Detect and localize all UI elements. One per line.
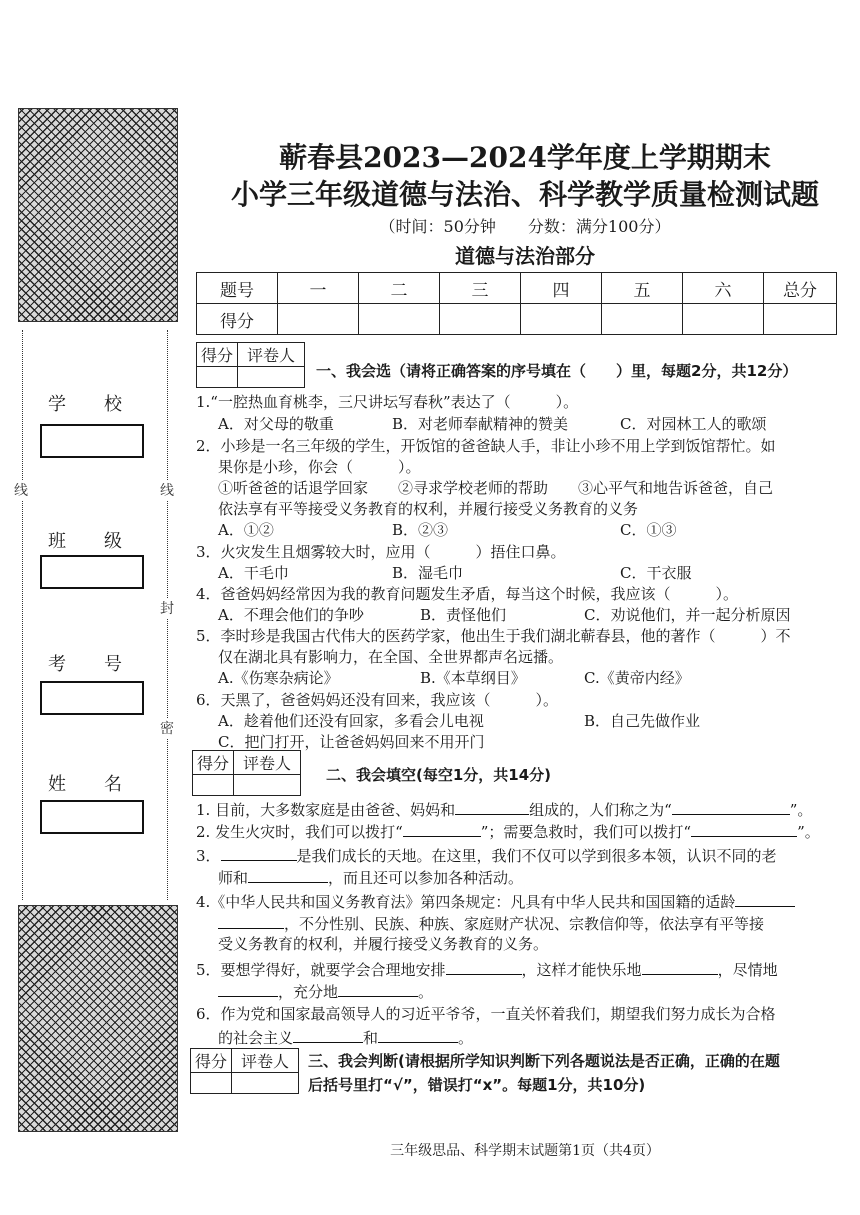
seal-char: 密 (160, 718, 174, 738)
option: C．把门打开，让爸爸妈妈回来不用开门 (218, 733, 485, 751)
grader-score-cell[interactable] (197, 367, 238, 388)
score-cell[interactable] (359, 304, 440, 335)
score-table-header: 四 (521, 273, 602, 304)
question-2-4-cont: ，不分性别、民族、种族、家庭财产状况、宗教信仰等，依法享有平等接 (218, 912, 764, 934)
score-table-header: 三 (440, 273, 521, 304)
decorative-hatch-top (18, 108, 178, 322)
answer-blank[interactable] (338, 980, 418, 997)
grader-score-cell[interactable] (193, 775, 234, 796)
section2-grader-box (192, 750, 301, 796)
answer-blank[interactable] (691, 820, 797, 837)
exam-number-field[interactable] (40, 681, 144, 715)
answer-blank[interactable] (378, 1026, 458, 1043)
option: A．①② (218, 521, 274, 539)
seal-char: 线 (14, 480, 28, 500)
option: C．干衣服 (620, 564, 692, 582)
exam-title-line1: 蕲春县2023—2024学年度上学期期末 (279, 141, 771, 174)
option: C．对园林工人的歌颂 (620, 415, 767, 433)
decorative-hatch-bottom (18, 905, 178, 1132)
question-1-6: 6．天黑了，爸爸妈妈还没有回来，我应该（ ）。 (196, 691, 559, 709)
option: A．干毛巾 (218, 564, 289, 582)
question-2-6: 6．作为党和国家最高领导人的习近平爷爷，一直关怀着我们，期望我们努力成长为合格 (196, 1005, 776, 1023)
score-table-header: 五 (602, 273, 683, 304)
option: B．对老师奉献精神的赞美 (392, 415, 569, 433)
score-cell[interactable] (683, 304, 764, 335)
option: B．湿毛巾 (392, 564, 464, 582)
option: A．对父母的敬重 (218, 415, 334, 433)
answer-blank[interactable] (672, 798, 790, 815)
section3-grader-box (190, 1048, 299, 1094)
part-title: 道德与法治部分 (455, 244, 595, 268)
school-label: 学 校 (48, 394, 132, 415)
question-1-4: 4．爸爸妈妈经常因为我的教育问题发生矛盾，每当这个时候，我应该（ ）。 (196, 585, 739, 603)
score-cell[interactable] (278, 304, 359, 335)
option: C．劝说他们，并一起分析原因 (584, 606, 791, 624)
question-1-5-cont: 仅在湖北具有影响力，在全国、全世界都声名远播。 (218, 648, 564, 666)
section2-heading: 二、我会填空(每空1分，共14分) (326, 766, 552, 784)
answer-blank[interactable] (735, 890, 795, 907)
question-1-2-choices-cont: 依法享有平等接受义务教育的权利，并履行接受义务教育的义务 (218, 500, 639, 518)
option: C.《黄帝内经》 (584, 669, 690, 687)
answer-blank[interactable] (293, 1026, 363, 1043)
grader-score-label: 得分 (193, 751, 234, 775)
option: A．不理会他们的争吵 (218, 606, 364, 624)
question-1-5: 5．李时珍是我国古代伟大的医药学家，他出生于我们湖北蕲春县，他的著作（ ）不 (196, 627, 791, 645)
grader-cell[interactable] (232, 1073, 299, 1094)
score-table-header: 总分 (764, 273, 837, 304)
score-table-header: 题号 (197, 273, 278, 304)
question-2-5: 5．要想学得好，就要学会合理地安排 ，这样才能快乐地 ，尽情地 (196, 958, 778, 980)
name-field[interactable] (40, 800, 144, 834)
answer-blank[interactable] (642, 958, 718, 975)
option: C．①③ (620, 521, 677, 539)
answer-blank[interactable] (221, 844, 297, 861)
score-table (196, 272, 837, 335)
question-2-3-cont: 师和 ，而且还可以参加各种活动。 (218, 866, 523, 888)
question-2-1: 1. 目前，大多数家庭是由爸爸、妈妈和 组成的，人们称之为“ ”。 (196, 798, 812, 820)
score-table-header: 六 (683, 273, 764, 304)
name-label: 姓 名 (48, 774, 132, 795)
seal-char: 线 (160, 480, 174, 500)
question-2-4: 4.《中华人民共和国义务教育法》第四条规定：凡具有中华人民共和国国籍的适龄 (196, 890, 795, 912)
question-2-5-cont: ，充分地 。 (218, 980, 433, 1002)
grader-cell[interactable] (238, 367, 305, 388)
answer-blank[interactable] (446, 958, 522, 975)
question-2-2: 2. 发生火灾时，我们可以拨打“ ”；需要急救时，我们可以拨打“ ”。 (196, 820, 820, 842)
grader-label: 评卷人 (234, 751, 301, 775)
answer-blank[interactable] (248, 866, 328, 883)
section1-grader-box (196, 342, 305, 388)
option: A.《伤寒杂病论》 (218, 669, 339, 687)
school-field[interactable] (40, 424, 144, 458)
grader-cell[interactable] (234, 775, 301, 796)
section3-heading-line2: 后括号里打“√”，错误打“x”。每题1分，共10分) (308, 1076, 646, 1094)
question-1-2: 2．小珍是一名三年级的学生，开饭馆的爸爸缺人手，非让小珍不用上学到饭馆帮忙。如 (196, 437, 776, 455)
question-2-6-cont: 的社会主义 和 。 (218, 1026, 473, 1048)
answer-blank[interactable] (455, 798, 529, 815)
class-label: 班 级 (48, 531, 132, 552)
score-cell[interactable] (440, 304, 521, 335)
option: B．自己先做作业 (584, 712, 701, 730)
grader-score-label: 得分 (197, 343, 238, 367)
exam-subtitle: （时间：50分钟 分数：满分100分） (379, 217, 671, 236)
score-table-header: 二 (359, 273, 440, 304)
grader-score-cell[interactable] (191, 1073, 232, 1094)
binding-line-outer (22, 330, 23, 900)
answer-blank[interactable] (218, 912, 284, 929)
question-1-3: 3．火灾发生且烟雾较大时，应用（ ）捂住口鼻。 (196, 543, 566, 561)
grader-label: 评卷人 (232, 1049, 299, 1073)
option: B．责怪他们 (420, 606, 507, 624)
exam-number-label: 考 号 (48, 654, 132, 675)
exam-title-line2: 小学三年级道德与法治、科学教学质量检测试题 (230, 178, 819, 211)
answer-blank[interactable] (218, 980, 278, 997)
score-cell[interactable] (521, 304, 602, 335)
score-table-header: 一 (278, 273, 359, 304)
option: B．②③ (392, 521, 449, 539)
section3-heading-line1: 三、我会判断(请根据所学知识判断下列各题说法是否正确，正确的在题 (308, 1052, 780, 1070)
question-1-1: 1.“一腔热血育桃李，三尺讲坛写春秋”表达了（ ）。 (196, 393, 579, 411)
question-2-4-cont2: 受义务教育的权利，并履行接受义务教育的义务。 (218, 935, 549, 953)
section1-heading: 一、我会选（请将正确答案的序号填在（ ）里，每题2分，共12分） (316, 362, 798, 380)
option: B.《本草纲目》 (420, 669, 526, 687)
class-field[interactable] (40, 555, 144, 589)
option: A．趁着他们还没有回家，多看会儿电视 (218, 712, 484, 730)
question-1-2-choices: ①听爸爸的话退学回家 ②寻求学校老师的帮助 ③心平气和地告诉爸爸，自己 (218, 479, 774, 497)
score-cell[interactable] (764, 304, 837, 335)
score-cell[interactable] (602, 304, 683, 335)
answer-blank[interactable] (403, 820, 481, 837)
grader-score-label: 得分 (191, 1049, 232, 1073)
seal-char: 封 (160, 598, 174, 618)
page-footer: 三年级思品、科学期末试题第1页（共4页） (390, 1143, 660, 1159)
question-2-3: 3． 是我们成长的天地。在这里，我们不仅可以学到很多本领，认识不同的老 (196, 844, 777, 866)
question-1-2-cont: 果你是小珍，你会（ ）。 (218, 458, 421, 476)
grader-label: 评卷人 (238, 343, 305, 367)
score-table-row-label: 得分 (197, 304, 278, 335)
